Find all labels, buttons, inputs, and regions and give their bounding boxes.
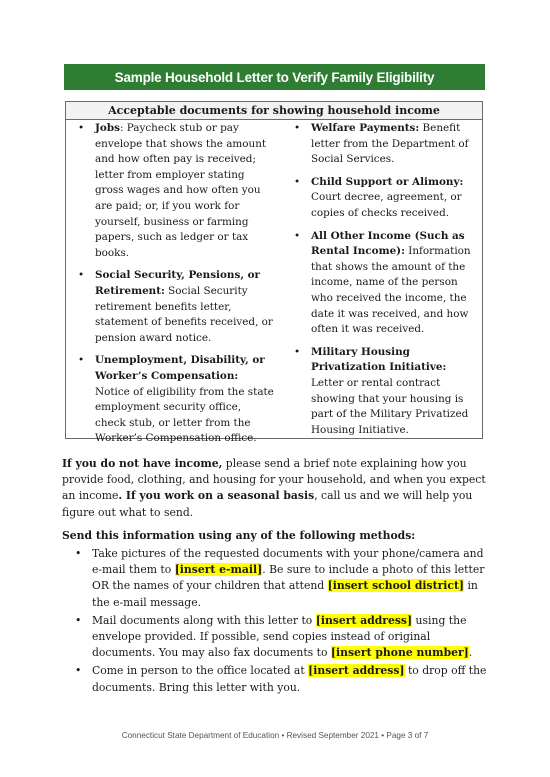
no-income-paragraph: If you do not have income, please send a brief note explaining how you provide food, clothing, and housing for your household, and when you expect an income. If you work on a seasonal basis, call us and we will help you figure out what to send. — [62, 457, 486, 519]
placeholder-highlight: [insert address] — [308, 664, 405, 678]
list-item: • Mail documents along with this letter to [insert address] using the envelope provided. If possible, send copies instead of original documents. You may also fax documents to [insert phone number]. — [62, 613, 487, 662]
placeholder-highlight: [insert phone number] — [330, 646, 469, 660]
list-item: • Welfare Payments: Benefit letter from the Department of Social Services. — [286, 121, 480, 168]
list-item: • Child Support or Alimony: Court decree, agreement, or copies of checks received. — [286, 175, 480, 222]
list-item: • Military Housing Privatization Initiative: Letter or rental contract showing that your housing is part of the Military Privatized Housing Initiative. — [286, 345, 480, 439]
page-footer: Connecticut State Department of Education • Revised September 2021 • Page 3 of 7 — [121, 731, 429, 740]
income-documents-table — [65, 101, 483, 445]
list-item: • Come in person to the office located at [insert address] to drop off the documents. Bring this letter with you. — [62, 663, 487, 695]
table-header: Acceptable documents for showing household income — [66, 102, 482, 120]
send-methods-list — [62, 546, 487, 698]
send-methods-heading: Send this information using any of the following methods: — [62, 529, 416, 542]
list-item: • All Other Income (Such as Rental Income): Information that shows the amount of the income, name of the person who received the income, the date it was received, and how often it was received. — [286, 229, 480, 338]
table-right-column — [286, 121, 480, 445]
list-item: • Jobs: Paycheck stub or pay envelope that shows the amount and how often pay is received; letter from employer stating gross wages and how often you are paid; or, if you work for yourself, business or farming papers, such as ledger or tax books. — [70, 121, 274, 261]
page-banner — [64, 64, 485, 90]
banner-title: Sample Household Letter to Verify Family Eligibility — [114, 69, 435, 85]
placeholder-highlight: [insert e-mail] — [174, 563, 263, 577]
list-item: • Social Security, Pensions, or Retirement: Social Security retirement benefits letter, statement of benefits received, or pension award notice. — [70, 268, 274, 346]
placeholder-highlight: [insert school district] — [327, 579, 465, 593]
placeholder-highlight: [insert address] — [315, 613, 413, 627]
list-item: • Unemployment, Disability, or Worker’s Compensation: Notice of eligibility from the state employment security office, check stub, or letter from the Worker’s Compensation office. — [70, 353, 274, 447]
table-left-column — [70, 121, 274, 454]
list-item: • Take pictures of the requested documents with your phone/camera and e-mail them to [insert e-mail]. Be sure to include a photo of this letter OR the names of your children that attend [insert school district] in the e-mail message. — [62, 546, 487, 611]
